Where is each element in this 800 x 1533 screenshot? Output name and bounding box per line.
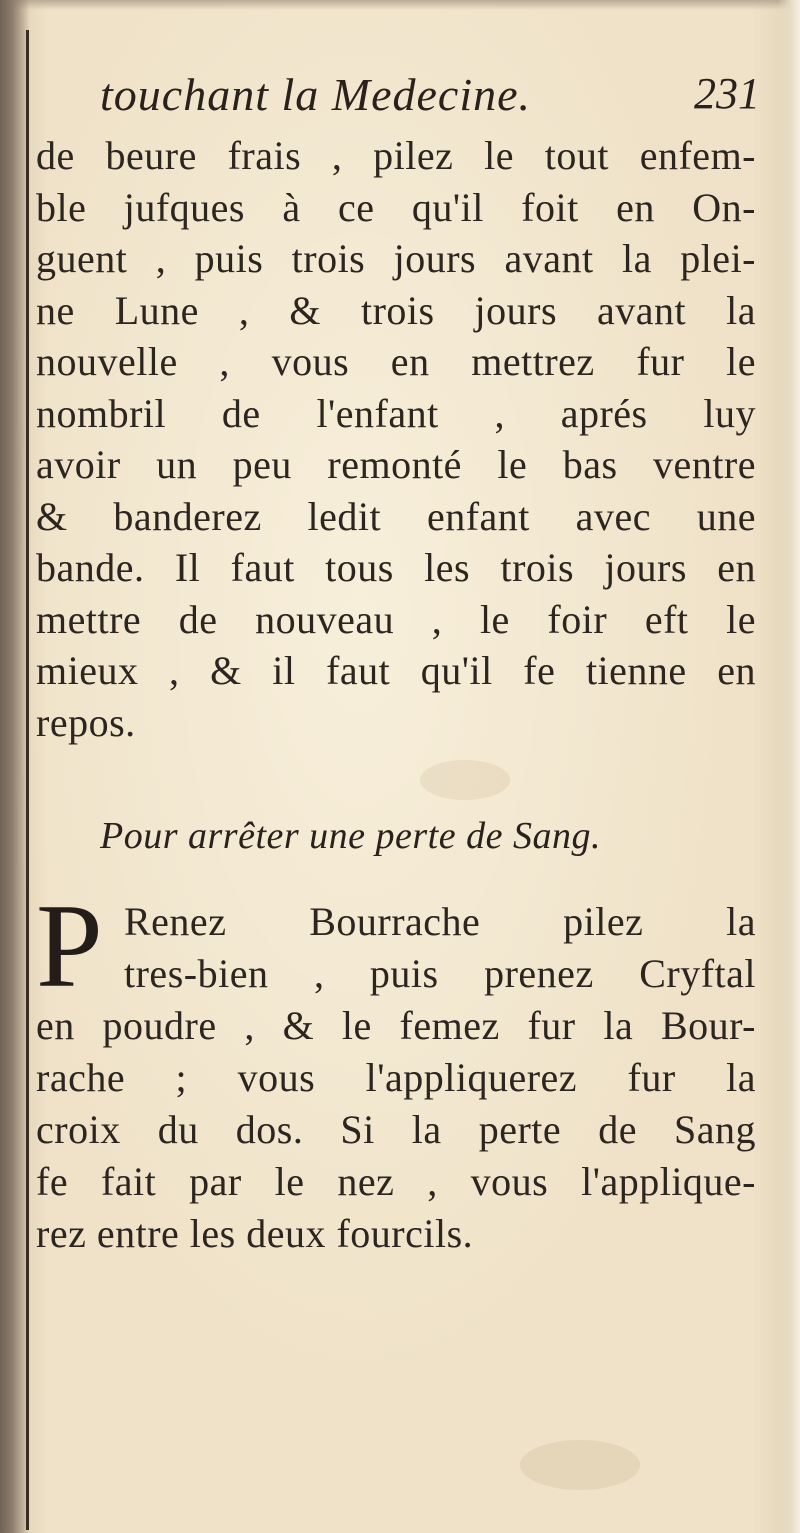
text-line: & banderez ledit enfant avec une	[36, 493, 756, 539]
binding-edge-line	[26, 30, 29, 1530]
paragraph-ointment	[36, 130, 756, 748]
text-line: rache ; vous l'appliquerez fur la	[36, 1055, 756, 1100]
running-head: touchant la Medecine.	[100, 69, 532, 120]
text-line: Renez Bourrache pilez la	[124, 899, 756, 944]
text-line: tres-bien , puis prenez Cryftal	[124, 951, 756, 996]
text-line: mettre de nouveau , le foir eft le	[36, 596, 756, 642]
text-line: ble jufques à ce qu'il foit en On-	[36, 184, 756, 230]
text-line: ne Lune , & trois jours avant la	[36, 287, 756, 333]
text-line: repos.	[36, 699, 136, 745]
section-heading: Pour arrêter une perte de Sang.	[100, 815, 601, 857]
text-line: avoir un peu remonté le bas ventre	[36, 442, 756, 487]
text-line: de beure frais , pilez le tout enfem-	[36, 133, 756, 178]
drop-cap: P	[36, 879, 103, 1012]
text-line: fe fait par le nez , vous l'applique-	[36, 1159, 756, 1204]
text-line: guent , puis trois jours avant la plei-	[36, 236, 756, 281]
text-line: en poudre , & le femez fur la Bour-	[36, 1003, 756, 1048]
text-line: rez entre les deux fourcils.	[36, 1211, 474, 1256]
text-line: croix du dos. Si la perte de Sang	[36, 1107, 756, 1152]
text-line: bande. Il faut tous les trois jours en	[36, 545, 756, 590]
paper-stain	[520, 1440, 640, 1490]
text-line: nombril de l'enfant , aprés luy	[36, 390, 756, 436]
page-header	[100, 68, 760, 138]
page-number: 231	[694, 69, 760, 118]
paper-stain	[420, 760, 510, 800]
page-right-edge	[778, 0, 800, 1533]
page-top-edge	[0, 0, 800, 10]
text-line: nouvelle , vous en mettrez fur le	[36, 339, 756, 384]
paragraph-blood-loss-remedy	[36, 879, 756, 1260]
text-line: mieux , & il faut qu'il fe tienne en	[36, 648, 756, 693]
